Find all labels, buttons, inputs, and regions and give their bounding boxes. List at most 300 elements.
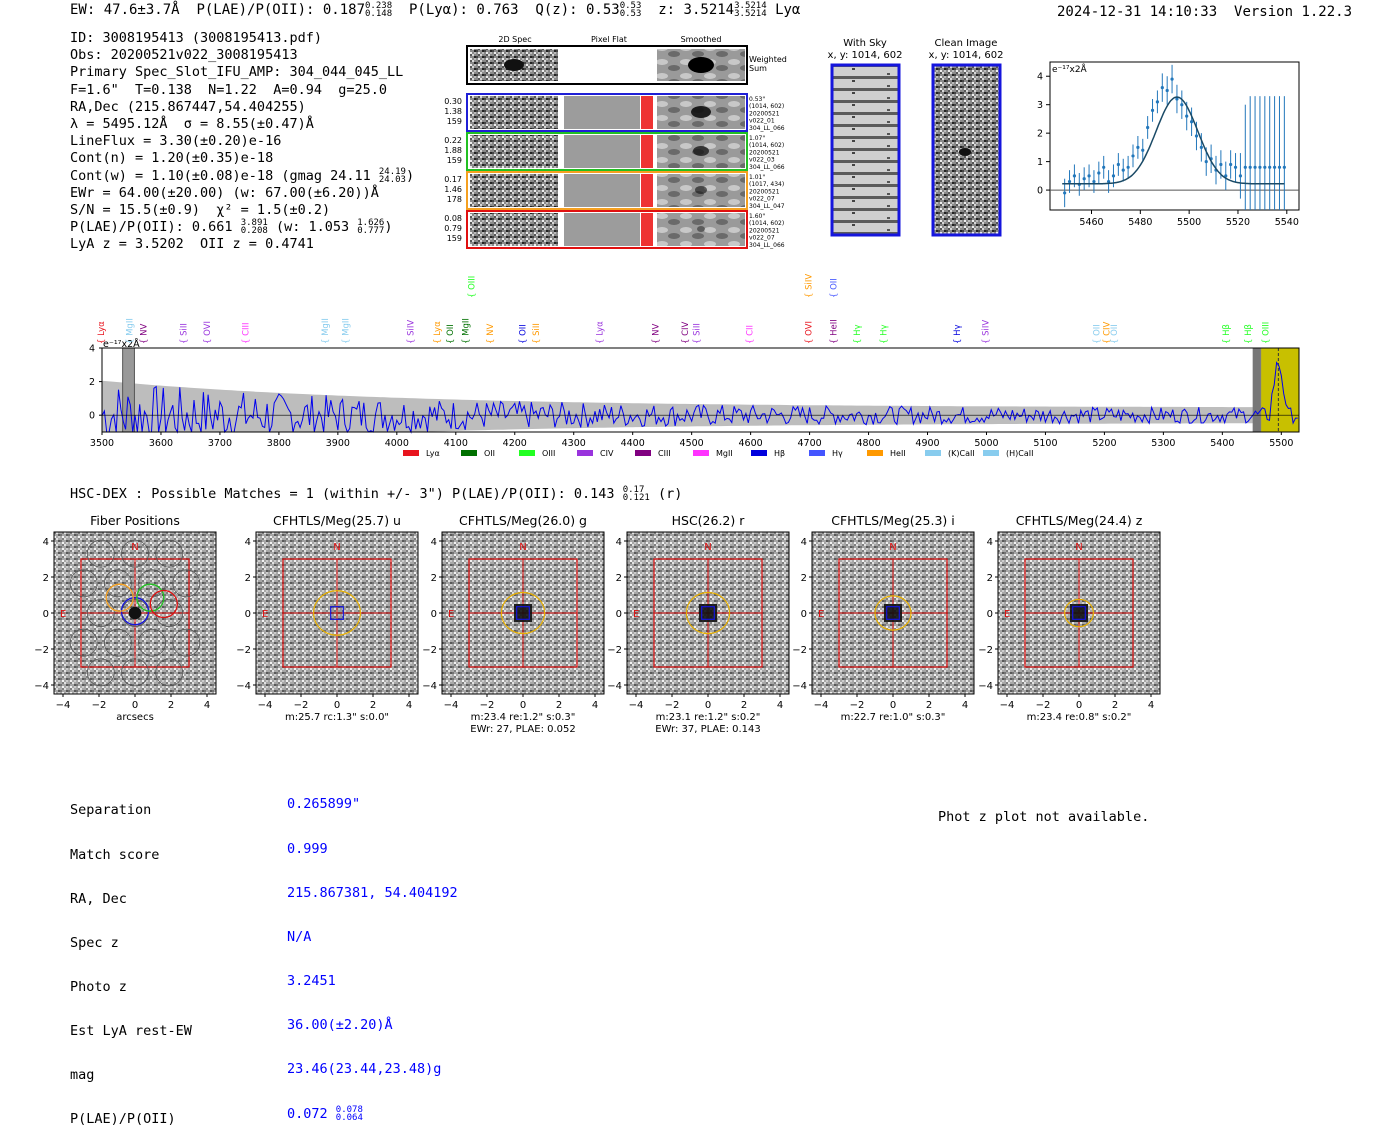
info-contn: Cont(n) = 1.20(±0.35)e-18 [70,150,274,167]
panel-xtick-label: 2 [167,700,175,711]
smoothed-source [693,146,709,156]
detection-band-edge [1253,348,1261,432]
image-panel [422,513,604,735]
smoothed-source [697,226,705,232]
header-z-lo: 3.5214 [734,9,767,19]
panel-ytick-label: 4 [800,537,807,548]
legend-swatch [809,450,825,456]
panel-xtick-label: −4 [813,700,829,711]
spectral-line-marker: { OVI [203,321,214,344]
panel-xtick-label: 2 [1111,700,1119,711]
legend-label: MgII [716,449,733,458]
spectral-line-marker: { HeII [829,319,840,344]
cutout-row-meta: (1014, 602) [749,103,785,111]
match-values [287,768,458,1137]
header-qz-lo: 0.53 [619,9,642,19]
fit-data-point [1068,180,1071,183]
spectral-line-marker: { Lyα [595,321,606,344]
legend-label: CIII [658,449,671,458]
fit-data-point [1185,114,1188,117]
spectral-line-marker: { Hγ [953,324,964,344]
panel-xtick-label: 0 [704,700,712,711]
panel-ytick-label: −2 [422,645,437,656]
cutout-row-meta: (1014, 602) [749,142,785,150]
panel-ytick-label: 2 [42,573,49,584]
legend-label: (H)CaII [1006,449,1034,458]
cutout-2dspec [470,135,558,168]
north-label: N [131,542,139,553]
match-label-score: Match score [70,846,160,863]
cutout-2dspec [470,96,558,129]
line-fit-chart [1030,56,1350,236]
panel-xtick-label: −2 [849,700,865,711]
fit-model-curve [1062,97,1284,184]
fit-data-point [1092,180,1095,183]
legend-swatch [577,450,593,456]
panel-ytick-label: 2 [615,573,622,584]
panel-xtick-label: 0 [131,700,139,711]
header-z-hi: 3.5214 [734,1,767,11]
fit-data-point [1229,163,1232,166]
timestamp: 2024-12-31 14:10:33 [1057,4,1218,20]
panel-xtick-label: −4 [999,700,1015,711]
spectrum-xtick-label: 4000 [384,438,409,449]
spectrum-xtick-label: 4300 [561,438,586,449]
full-spectrum-chart [60,273,1320,464]
spectrum-xtick-label: 4700 [797,438,822,449]
spectral-line-marker: { OII [829,278,840,298]
legend-swatch [925,450,941,456]
info-ewr: EWr = 64.00(±20.00) (w: 67.00(±6.20))Å [70,184,379,201]
panel-xtick-label: −2 [664,700,680,711]
cutout-row-stat: 1.38 [444,107,462,116]
spectrum-xtick-label: 5200 [1092,438,1117,449]
cutout-row-stat: 0.17 [444,175,462,184]
cutout-row-stat: 0.30 [444,97,462,106]
spectral-line-marker: { Hβ [1243,324,1254,344]
cutout-row-meta: 0.53" [749,96,766,103]
match-plae-lo: 0.064 [335,1113,363,1124]
cutout-row-meta: v022_01 [749,117,775,125]
spectral-line-marker: { NV [651,323,662,344]
cutout-row-stat: 0.08 [444,214,462,223]
spectrum-xtick-label: 3900 [325,438,350,449]
spectral-line-marker: { OVI [804,321,815,344]
spectral-line-marker: { OII [446,324,457,344]
image-panel [792,513,974,723]
cutout-row-stat: 159 [446,156,462,165]
spectral-line-marker: { Lyα [97,321,107,344]
spectrum-xtick-label: 4500 [679,438,704,449]
match-label-separation: Separation [70,802,152,819]
panel-ytick-label: 2 [244,573,251,584]
panel-caption: m:22.7 re:1.0" s:0.3" [840,712,946,723]
info-plae [70,219,414,236]
spectral-line-marker: { CIII [241,322,252,344]
legend-label: (K)CaII [948,449,975,458]
spectral-line-marker: { OIII [467,275,478,298]
match-label-mag: mag [70,1067,95,1084]
cutout-2dspec [470,174,558,207]
spectral-line-marker: { SiIV [406,319,417,344]
panel-ytick-label: 0 [42,609,49,620]
sum-label: Sum [749,64,767,73]
panel-ytick-label: −2 [236,645,251,656]
with-sky-image [832,65,899,235]
panel-title: CFHTLS/Meg(25.3) i [831,513,955,528]
fit-data-point [1263,166,1266,169]
cutout-row-stat: 159 [446,234,462,243]
info-plae-w: (w: 1.053 [275,219,350,236]
spectrum-xtick-label: 4900 [915,438,940,449]
panel-caption: m:23.4 re:0.8" s:0.2" [1026,712,1132,723]
cutout-row-meta: 1.60" [749,213,766,220]
panel-ytick-label: −4 [34,681,49,692]
cutout-row-stat: 178 [446,195,462,204]
panel-caption: EWr: 37, PLAE: 0.143 [655,724,761,735]
spectral-line-marker: { OII [1110,324,1121,344]
panel-xtick-label: 0 [1075,700,1083,711]
info-plae-w-end: ) [384,219,393,236]
match-value-mag: 23.46(23.44,23.48)g [287,1061,442,1078]
info-contw-end: ) [405,167,415,184]
fit-xtick-label: 5520 [1225,217,1251,228]
fit-data-point [1190,120,1193,123]
with-sky-xy: x, y: 1014, 602 [827,50,903,61]
fit-data-point [1195,134,1198,137]
panel-ytick-label: 4 [986,537,993,548]
panel-xtick-label: −4 [55,700,71,711]
legend-swatch [403,450,419,456]
sky-cutouts [822,36,1022,240]
spectral-line-marker: { Hγ [879,324,890,344]
fit-xtick-label: 5500 [1177,217,1202,228]
east-label: E [818,609,825,620]
spectral-line-marker: { SiII [692,323,703,344]
spectrum-xtick-label: 5100 [1033,438,1058,449]
panel-title: CFHTLS/Meg(26.0) g [459,513,587,528]
legend-swatch [751,450,767,456]
panel-xtick-label: 4 [1147,700,1155,711]
spectral-line-marker: { OIII [1261,321,1272,344]
spectrum-ytick-label: 0 [88,410,95,422]
east-label: E [448,609,455,620]
spectral-line-marker: { Hγ [852,324,863,344]
header-qz: Q(z): 0.53 [535,2,620,18]
cutout-row-stat: 159 [446,117,462,126]
image-panel [236,513,418,723]
panel-xtick-label: −4 [257,700,273,711]
header-plae-lo: 0.148 [365,9,393,19]
fit-ytick-label: 1 [1036,157,1043,169]
north-label: N [704,542,712,553]
fit-xtick-label: 5540 [1274,217,1299,228]
legend-swatch [867,450,883,456]
image-panel [978,513,1160,723]
legend-label: CIV [600,449,614,458]
spectrum-xtick-label: 4200 [502,438,527,449]
info-contw-text: Cont(w) = 1.10(±0.08)e-18 (gmag 24.11 [70,167,371,184]
fit-data-point [1127,166,1130,169]
spectral-line-marker: { CIV [680,321,691,344]
panel-ytick-label: −2 [34,645,49,656]
panel-xtick-label: 2 [925,700,933,711]
cutout-row-stat: 1.88 [444,146,462,155]
spectral-line-marker: { SiII [532,323,543,344]
panel-xtick-label: −4 [443,700,459,711]
info-plae-lo: 0.208 [240,226,268,237]
cutout-row-meta: (1017, 434) [749,181,785,189]
summary-header [70,2,800,18]
panel-xtick-label: 2 [740,700,748,711]
spectrum-xtick-label: 5400 [1210,438,1235,449]
legend-label: Hγ [832,449,843,458]
hsc-plae-hi: 0.17 [622,485,645,495]
with-sky-title: With Sky [843,38,887,49]
match-label-specz: Spec z [70,934,119,951]
fit-data-point [1244,166,1247,169]
panel-title: CFHTLS/Meg(25.7) u [273,513,401,528]
fiber-source [129,607,142,620]
info-plae-hi: 3.891 [240,218,268,229]
fit-data-point [1087,174,1090,177]
spectrum-xtick-label: 3600 [148,438,174,449]
spectrum-xtick-label: 4400 [620,438,645,449]
col-label-smoothed: Smoothed [680,35,722,44]
hsc-plae-lo: 0.121 [622,493,650,503]
panel-caption: EWr: 27, PLAE: 0.052 [470,724,576,735]
info-contw [70,168,414,185]
fit-data-point [1136,146,1139,149]
panel-caption: m:25.7 rc:1.3" s:0.0" [284,712,390,723]
spectrum-noise-envelope [102,381,1299,432]
east-label: E [60,609,67,620]
cutout-row-meta: 304_LL_066 [749,163,785,171]
spectrum-xtick-label: 4800 [856,438,881,449]
panel-ytick-label: 0 [430,609,437,620]
legend-label: OII [484,449,496,458]
panel-xtick-label: −2 [293,700,309,711]
panel-ytick-label: −4 [422,681,437,692]
cutout-row-stat: 1.46 [444,185,462,194]
panel-ytick-label: −4 [978,681,993,692]
fit-data-point [1273,166,1276,169]
info-obs: Obs: 20200521v022_3008195413 [70,47,298,64]
cutout-rows [444,94,785,249]
info-plae-w-hi: 1.626 [357,218,385,229]
hsc-title-text: HSC-DEX : Possible Matches = 1 (within +/- 3") P(LAE)/P(OII): 0.143 [70,486,615,502]
fiber-cutouts [440,30,800,260]
photz-message: Phot z plot not available. [938,809,1150,825]
cutout-row-meta: v022_07 [749,234,775,242]
panel-xtick-label: 4 [591,700,599,711]
hsc-filter: (r) [657,486,683,502]
north-label: N [889,542,897,553]
panel-ytick-label: −4 [607,681,622,692]
panel-ytick-label: −4 [792,681,807,692]
match-label-ew: Est LyA rest-EW [70,1022,192,1039]
panel-ytick-label: 2 [800,573,807,584]
spectrum-xtick-label: 4600 [738,438,763,449]
info-contw-lo: 24.03 [378,174,406,185]
cutout-pixelflat [564,135,640,168]
panel-ytick-label: −4 [236,681,251,692]
header-plae-hi: 0.238 [365,1,393,11]
spectral-line-marker: { MgII [461,318,472,344]
version: Version 1.22.3 [1234,4,1353,20]
spectrum-ytick-label: 2 [88,377,95,389]
panel-xtick-label: 4 [776,700,784,711]
header-z: z: 3.5214 [658,2,735,18]
spectral-line-marker: { MgII [321,318,332,344]
cutout-pixelflat [564,96,640,129]
spectrum-xtick-label: 5300 [1151,438,1176,449]
legend-label: OIII [542,449,556,458]
spectral-line-marker: { MgII [341,318,352,344]
cutout-flat-mask [641,96,653,129]
fit-data-point [1141,149,1144,152]
match-label-radec: RA, Dec [70,890,127,907]
match-value-specz: N/A [287,928,312,945]
fit-data-point [1253,166,1256,169]
header-line-id: Lyα [775,2,801,18]
panel-ytick-label: 4 [615,537,622,548]
panel-xtick-label: −2 [479,700,495,711]
fit-data-point [1180,103,1183,106]
north-label: N [1075,542,1083,553]
smoothed-source [695,186,707,194]
fit-data-point [1102,166,1105,169]
info-params: F=1.6" T=0.138 N=1.22 A=0.94 g=25.0 [70,81,387,98]
panel-title: Fiber Positions [90,513,180,528]
spectral-line-marker: { SiIV [804,273,815,298]
cutout-row-meta: (1014, 602) [749,220,785,228]
legend-label: Lyα [426,449,440,458]
match-value-ew: 36.00(±2.20)Å [287,1016,393,1033]
panel-xtick-label: 0 [333,700,341,711]
fit-data-point [1131,154,1134,157]
panel-xtick-label: −4 [628,700,644,711]
panel-caption: m:23.4 re:1.2" s:0.3" [470,712,576,723]
spectral-line-marker: { CIV [1102,321,1113,344]
panel-xtick-label: −2 [91,700,107,711]
cutout-row-stat: 0.79 [444,224,462,233]
panel-ytick-label: 0 [986,609,993,620]
cutout-row-meta: 20200521 [749,227,780,235]
info-sn: S/N = 15.5(±0.9) χ² = 1.5(±0.2) [70,202,331,219]
panel-ytick-label: 2 [986,573,993,584]
fit-data-point [1151,109,1154,112]
fit-data-point [1156,100,1159,103]
panel-xtick-label: −2 [1035,700,1051,711]
panel-ytick-label: 2 [430,573,437,584]
spectral-line-marker: { NV [486,323,497,344]
match-plae-text: 0.072 [287,1106,328,1123]
spectral-line-marker: { SiII [179,323,190,344]
panel-xtick-label: 4 [961,700,969,711]
legend-swatch [635,450,651,456]
fit-ytick-label: 0 [1036,185,1043,197]
panel-ytick-label: 4 [42,537,49,548]
match-value-plae [287,1106,458,1122]
panel-caption: m:23.1 re:1.2" s:0.2" [655,712,761,723]
spectrum-xtick-label: 3800 [266,438,291,449]
header-ew: EW: 47.6±3.7Å [70,2,180,18]
legend-swatch [693,450,709,456]
spectrum-ytick-label: 4 [88,343,95,355]
cutout-row-meta: 20200521 [749,149,780,157]
panel-ytick-label: −2 [978,645,993,656]
col-label-pixelflat: Pixel Flat [591,35,627,44]
cutout-flat-mask [641,174,653,207]
spectrum-xtick-label: 5500 [1269,438,1294,449]
cutout-flat-mask [641,213,653,246]
panel-xtick-label: 2 [555,700,563,711]
cutout-row-meta: 1.07" [749,135,766,142]
match-plae-hi: 0.078 [335,1105,363,1116]
image-panel [607,513,789,735]
panel-xtick-label: 4 [405,700,413,711]
header-timestamp-version [1057,4,1352,20]
fit-data-point [1234,166,1237,169]
cutout-row-meta: 20200521 [749,188,780,196]
fit-data-point [1166,89,1169,92]
info-id: ID: 3008195413 (3008195413.pdf) [70,30,322,46]
info-lyaz: LyA z = 3.5202 OII z = 0.4741 [70,236,314,253]
east-label: E [633,609,640,620]
fit-data-point [1258,166,1261,169]
fit-data-point [1200,146,1203,149]
north-label: N [519,542,527,553]
info-contw-hi: 24.19 [378,166,406,177]
panel-ytick-label: −2 [792,645,807,656]
cutout-row-meta: v022_03 [749,156,775,164]
spectrum-unit-label: e⁻¹⁷x2Å [103,339,140,350]
fit-data-point [1112,174,1115,177]
cutout-flat-mask [641,135,653,168]
panel-title: CFHTLS/Meg(24.4) z [1015,513,1143,528]
fit-ytick-label: 4 [1036,71,1043,83]
spectral-line-marker: { OII [518,324,529,344]
fit-data-point [1249,166,1252,169]
image-panel [34,513,216,723]
panel-ytick-label: −2 [607,645,622,656]
panel-ytick-label: 4 [244,537,251,548]
match-value-score: 0.999 [287,840,328,857]
spectral-line-marker: { OII [1092,324,1103,344]
detection-info [70,30,414,254]
legend-swatch [519,450,535,456]
match-labels [70,774,192,1142]
match-value-separation: 0.265899" [287,796,361,813]
legend-swatch [461,450,477,456]
spectral-line-marker: { CII [745,324,756,344]
spectral-line-marker: { NV [139,323,150,344]
fit-data-point [1239,174,1242,177]
cutout-row-meta: 304_LL_066 [749,124,785,132]
panel-ytick-label: 0 [615,609,622,620]
spectral-line-marker: { Lyα [433,321,444,344]
cutout-row-meta: 1.01" [749,174,766,181]
panel-xtick-label: 2 [369,700,377,711]
spectrum-xtick-label: 5000 [974,438,999,449]
col-label-2dspec: 2D Spec [498,35,532,44]
imaging-panels [34,508,1160,735]
fit-data-point [1268,166,1271,169]
hsc-dex-title [70,486,682,502]
spectral-line-marker: { Hβ [1222,324,1233,344]
east-label: E [262,609,269,620]
